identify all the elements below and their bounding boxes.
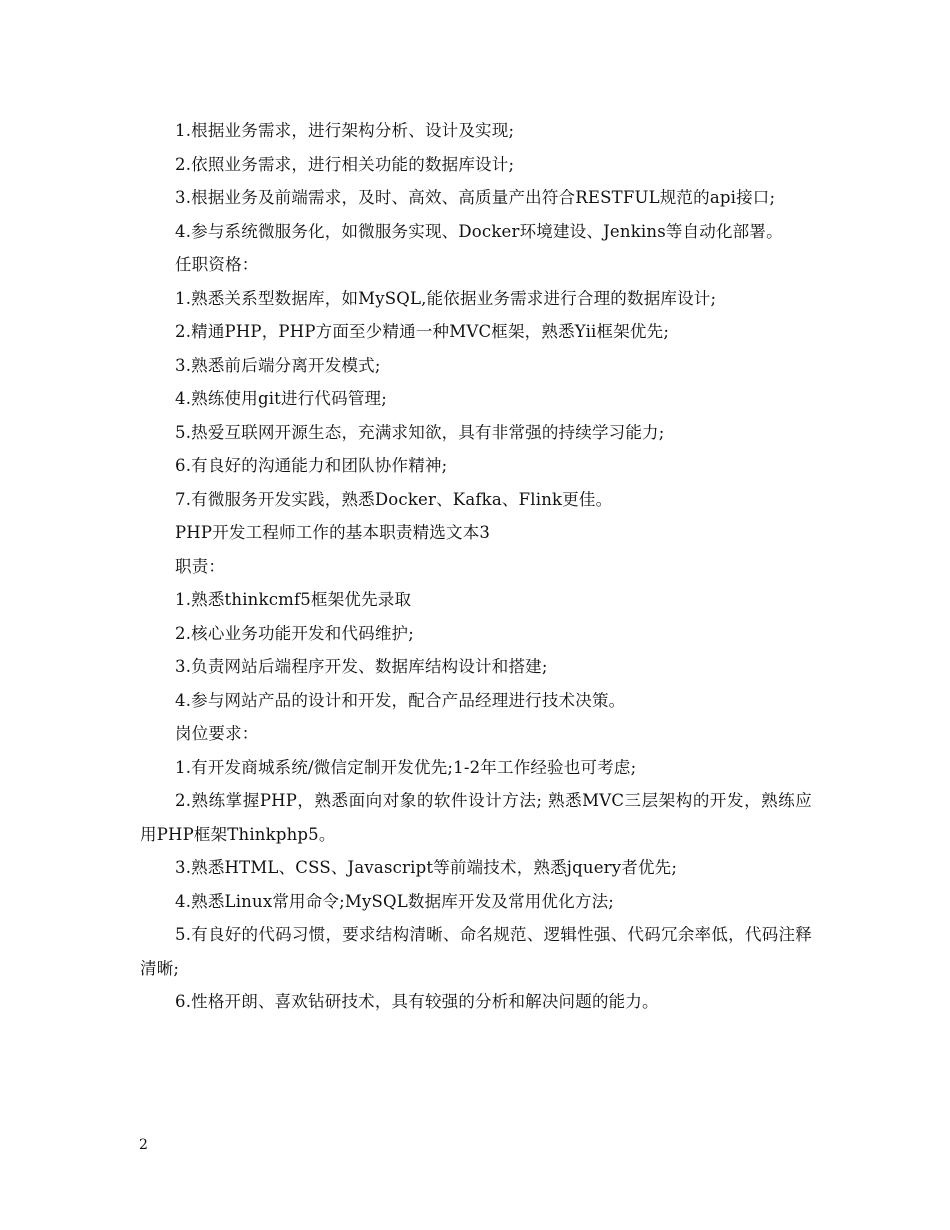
section-title-text-3: PHP开发工程师工作的基本职责精选文本3 [175,523,491,542]
paragraph-17: 3.负责网站后端程序开发、数据库结构设计和搭建; [175,657,548,676]
section-heading-qualifications: 任职资格： [175,255,259,274]
paragraph-16: 2.核心业务功能开发和代码维护; [175,623,415,643]
paragraph-2: 2.依照业务需求，进行相关功能的数据库设计; [175,154,515,174]
paragraph-20: 1.有开发商城系统/微信定制开发优先;1-2年工作经验也可考虑; [175,757,637,777]
paragraph-6: 1.熟悉关系型数据库，如MySQL,能依据业务需求进行合理的数据库设计; [175,288,717,308]
paragraph-24: 5.有良好的代码习惯，要求结构清晰、命名规范、逻辑性强、代码冗余率低，代码注释清晰; [140,925,812,978]
paragraph-15: 1.熟悉thinkcmf5框架优先录取 [175,590,412,609]
paragraph-12: 7.有微服务开发实践，熟悉Docker、Kafka、Flink更佳。 [175,489,613,509]
paragraph-8: 3.熟悉前后端分离开发模式; [175,355,381,375]
paragraph-10: 5.热爱互联网开源生态，充满求知欲，具有非常强的持续学习能力; [175,422,665,442]
paragraph-1: 1.根据业务需求，进行架构分析、设计及实现; [175,121,515,140]
paragraph-4: 4.参与系统微服务化，如微服务实现、Docker环境建设、Jenkins等自动化部署。 [175,221,783,241]
document-body [140,114,812,1019]
paragraph-22: 3.熟悉HTML、CSS、Javascript等前端技术，熟悉jquery者优先; [175,858,678,877]
section-heading-duties: 职责： [175,556,226,576]
paragraph-11: 6.有良好的沟通能力和团队协作精神; [175,456,448,475]
section-heading-requirements: 岗位要求： [175,724,259,743]
paragraph-7: 2.精通PHP，PHP方面至少精通一种MVC框架，熟悉Yii框架优先; [175,322,670,341]
paragraph-25: 6.性格开朗、喜欢钻研技术，具有较强的分析和解决问题的能力。 [175,992,659,1011]
paragraph-3: 3.根据业务及前端需求，及时、高效、高质量产出符合RESTFUL规范的api接口; [175,188,776,207]
paragraph-23: 4.熟悉Linux常用命令;MySQL数据库开发及常用优化方法; [175,891,615,911]
paragraph-21: 2.熟练掌握PHP，熟悉面向对象的软件设计方法; 熟悉MVC三层架构的开发，熟练应用PHP框架Thinkphp5。 [140,791,812,844]
paragraph-9: 4.熟练使用git进行代码管理; [175,389,387,408]
page-number: 2 [139,1137,148,1153]
paragraph-18: 4.参与网站产品的设计和开发，配合产品经理进行技术决策。 [175,690,626,710]
